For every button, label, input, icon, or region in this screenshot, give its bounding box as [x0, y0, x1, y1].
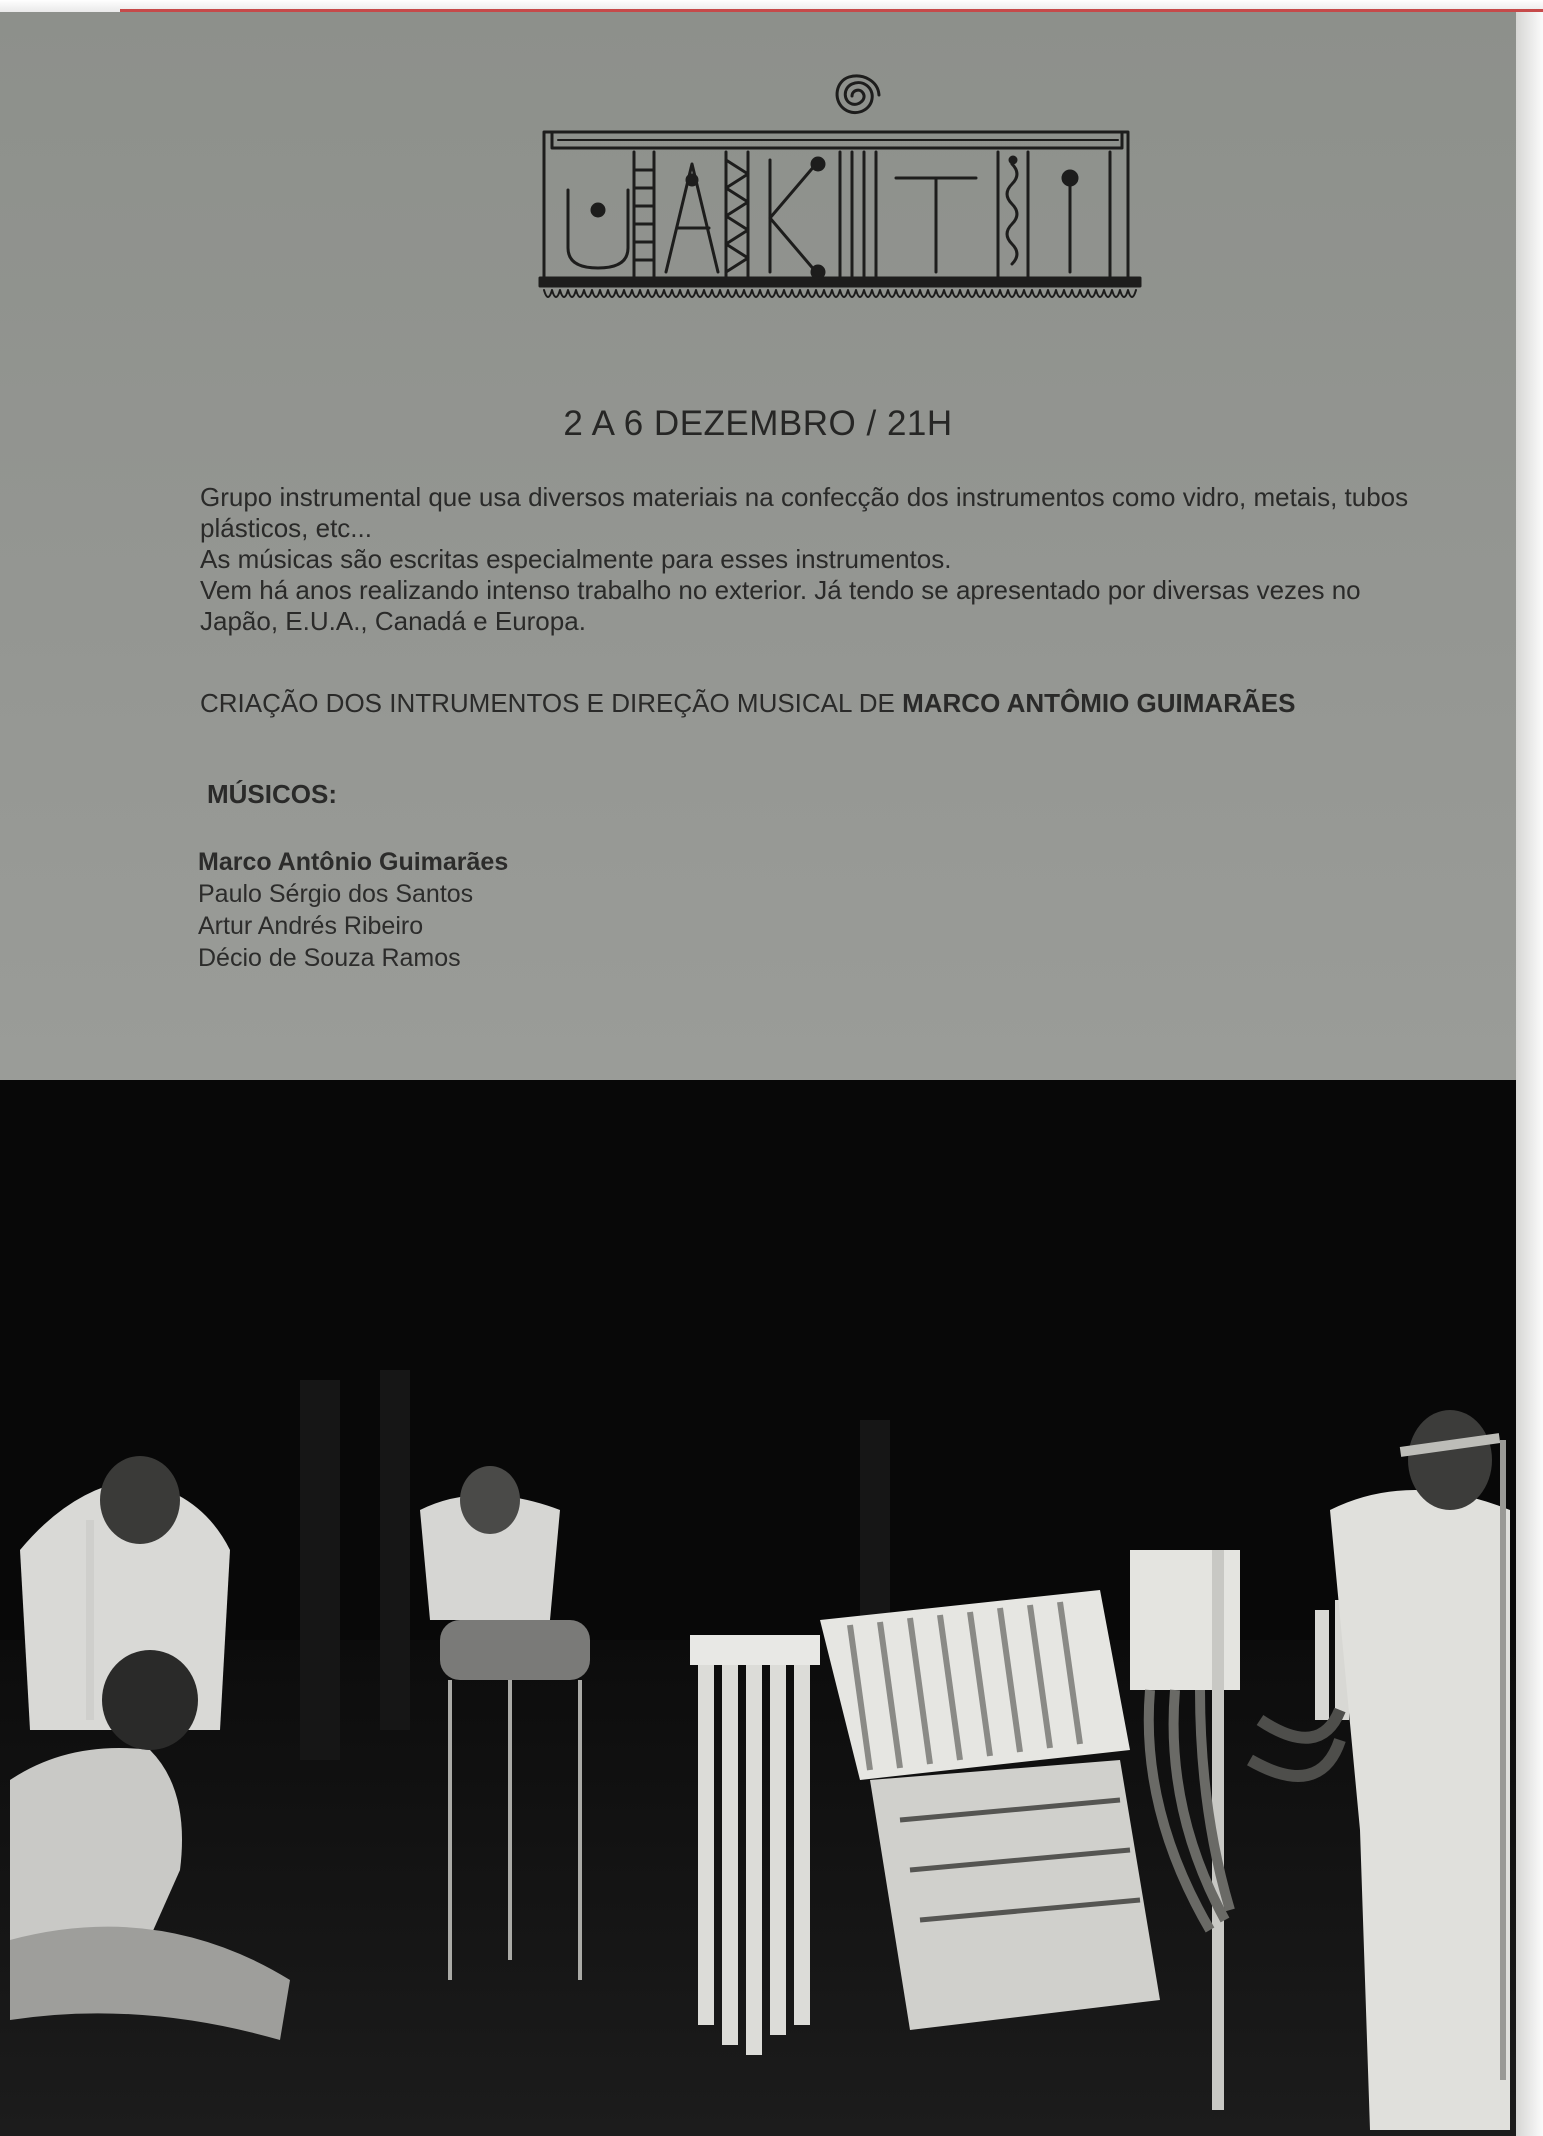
- letter-u-glyph: [568, 190, 628, 268]
- spiral-icon: [837, 76, 879, 113]
- credit-name: MARCO ANTÔMIO GUIMARÃES: [902, 688, 1296, 718]
- uakti-logo: [530, 60, 1150, 320]
- scan-right-edge: [1516, 12, 1543, 2136]
- letter-t-glyph: [896, 178, 976, 272]
- musician-name: Décio de Souza Ramos: [198, 944, 461, 972]
- event-date: 2 A 6 DEZEMBRO / 21H: [563, 404, 953, 443]
- description-line: Grupo instrumental que usa diversos materiais na confecção dos instrumentos como vidro, metais, tubos plásticos, etc...: [200, 482, 1409, 543]
- letter-k-glyph: [770, 160, 816, 272]
- credit-prefix: CRIAÇÃO DOS INTRUMENTOS E DIREÇÃO MUSICAL DE: [200, 688, 903, 718]
- musical-direction-credit: [200, 688, 1460, 719]
- logo-drawing: [530, 60, 1150, 320]
- description-line: As músicas são escritas especialmente para esses instrumentos.: [200, 544, 952, 574]
- upper-panel: [0, 12, 1516, 1080]
- description: [200, 482, 1430, 637]
- program-page: [0, 12, 1516, 2136]
- concert-photo: [0, 1080, 1516, 2136]
- musician-name: Marco Antônio Guimarães: [198, 848, 509, 876]
- musician-name: Artur Andrés Ribeiro: [198, 912, 424, 940]
- musician-name: Paulo Sérgio dos Santos: [198, 880, 474, 908]
- description-line: Vem há anos realizando intenso trabalho no exterior. Já tendo se apresentado por diversas vezes no Japão, E.U.A., Canadá e Europa.: [200, 575, 1361, 636]
- concert-photo-illustration: [0, 1080, 1516, 2136]
- musicians-list: [198, 846, 508, 974]
- musicians-heading: MÚSICOS:: [207, 779, 337, 809]
- tube-instrument: [690, 1635, 820, 2055]
